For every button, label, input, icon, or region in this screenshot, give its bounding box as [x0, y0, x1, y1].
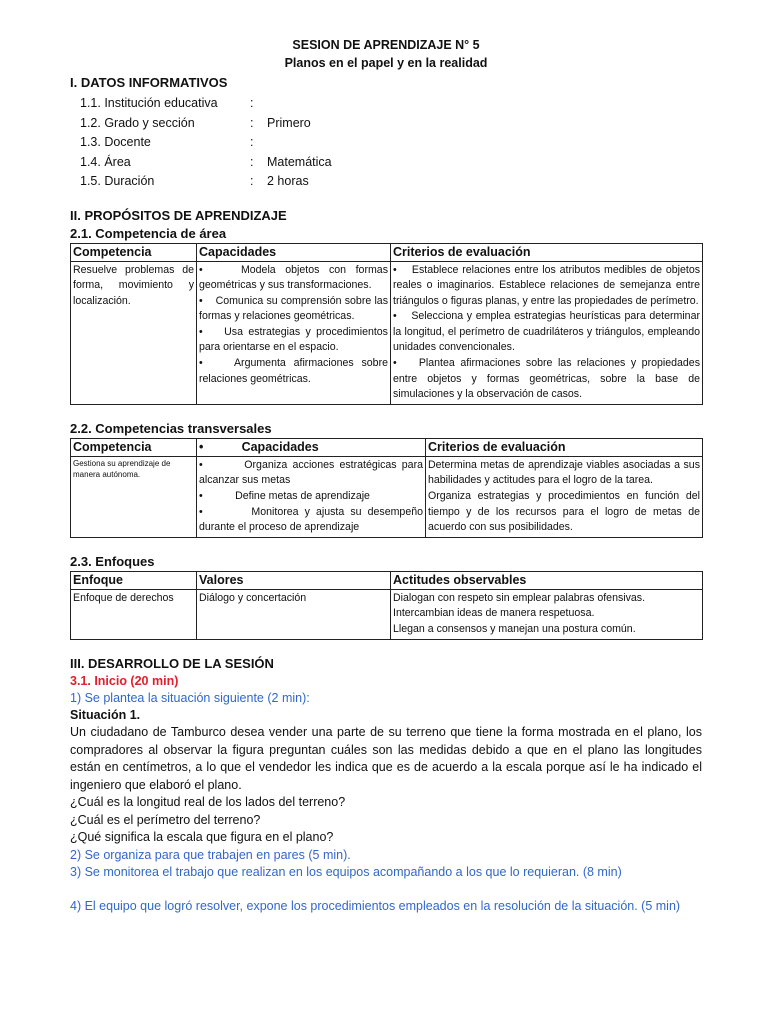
column-header: Competencia [71, 243, 197, 261]
competencia-cell: Resuelve problemas de forma, movimiento y localización. [71, 261, 197, 404]
column-header: Criterios de evaluación [426, 438, 703, 456]
enfoque-cell: Enfoque de derechos [71, 589, 197, 639]
step-2: 2) Se organiza para que trabajen en pares (5 min). [70, 847, 351, 862]
column-header: Capacidades [197, 243, 391, 261]
bullet-item: • Argumenta afirmaciones sobre relaciones geométricas. [199, 357, 388, 385]
datos-label: 1.2. Grado y sección [80, 115, 195, 130]
question-item: ¿Cuál es la longitud real de los lados del terreno? [70, 795, 346, 810]
datos-row [80, 172, 702, 192]
valores-cell: Diálogo y concertación [197, 589, 391, 639]
inicio-heading: 3.1. Inicio (20 min) [70, 673, 179, 688]
table-row [71, 261, 703, 404]
table-row [71, 456, 703, 537]
datos-label: 1.4. Área [80, 154, 131, 169]
criterio-text: Establece relaciones entre los atributos medibles de objetos reales o imaginarios. Establece relaciones de semejanza entre triángulos o figuras planas, y entre las propiedades de perímetro. [393, 263, 701, 307]
enfoques-table [70, 571, 703, 640]
competencias-transversales-table [70, 438, 703, 538]
datos-colon: : [250, 154, 254, 169]
capacidad-text: Argumenta afirmaciones sobre relaciones geométricas. [199, 357, 388, 385]
actitud-item: Dialogan con respeto sin emplear palabras ofensivas. [393, 591, 646, 604]
section-3-heading: III. DESARROLLO DE LA SESIÓN [70, 655, 274, 671]
bullet-item: • Organiza acciones estratégicas para alcanzar sus metas [199, 458, 423, 487]
datos-value: Matemática [267, 154, 332, 169]
capacidad-text: Comunica su comprensión sobre las formas y relaciones geométricas. [199, 294, 388, 323]
actitud-item: Intercambian ideas de manera respetuosa. [393, 607, 595, 620]
question-item: ¿Qué significa la escala que figura en el plano? [70, 830, 334, 845]
bullet-item: • Plantea afirmaciones sobre las relaciones y propiedades entre objetos y formas geométricas, sobre la base de simulaciones y la observación de casos. [393, 357, 700, 401]
section-2-heading: II. PROPÓSITOS DE APRENDIZAJE [70, 207, 287, 223]
bullet-item: • Define metas de aprendizaje [199, 490, 370, 503]
situacion-title: Situación 1. [70, 707, 141, 722]
capacidades-cell [197, 456, 426, 537]
capacidad-text: Organiza acciones estratégicas para alcanzar sus metas [199, 458, 423, 487]
column-header: Criterios de evaluación [391, 243, 703, 261]
datos-colon: : [250, 115, 254, 130]
actitudes-cell [391, 589, 703, 639]
column-header: Enfoque [71, 571, 197, 589]
column-header: Actitudes observables [391, 571, 703, 589]
datos-value: Primero [267, 115, 311, 130]
table-row [71, 589, 703, 639]
situacion-text: Un ciudadano de Tamburco desea vender una parte de su terreno que tiene la forma mostrada en el plano, los compradores al observar la figura preguntan cuáles son las medidas debido a que en el plano las longitudes están en centímetros, a lo que el vendedor les indica que es de acuerdo a la escala porque así le ha indicado el ingeniero que elaboró el plano. [70, 725, 702, 792]
table-header-row [71, 438, 703, 456]
datos-colon: : [250, 174, 254, 188]
session-title: SESION DE APRENDIZAJE N° 5 [292, 38, 480, 52]
capacidad-text: Define metas de aprendizaje [235, 490, 370, 503]
enfoques-heading: 2.3. Enfoques [70, 553, 155, 569]
datos-colon: : [250, 96, 254, 110]
datos-row [80, 153, 702, 173]
column-header: Valores [197, 571, 391, 589]
question-item: ¿Cuál es el perímetro del terreno? [70, 812, 261, 827]
datos-label: 1.3. Docente [80, 135, 151, 149]
competencia-area-table [70, 243, 703, 405]
competencia-area-heading: 2.1. Competencia de área [70, 225, 227, 241]
bullet-item: • Selecciona y emplea estrategias heurísticas para determinar la longitud, el perímetro de cuadriláteros y triángulos, empleando unidades convencionales. [393, 310, 700, 354]
capacidades-cell [197, 261, 391, 404]
competencia-cell: Gestiona su aprendizaje de manera autónoma. [71, 456, 197, 537]
bullet-item: • Modela objetos con formas geométricas y sus transformaciones. [199, 263, 388, 292]
step-3: 3) Se monitorea el trabajo que realizan en los equipos acompañando a los que lo requieran. (8 min) [70, 864, 622, 879]
criterio-text: Plantea afirmaciones sobre las relaciones y propiedades entre objetos y formas geométricas, sobre la base de simulaciones y la observación de casos. [393, 357, 700, 401]
column-header: Competencia [71, 438, 197, 456]
step-4: 4) El equipo que logró resolver, expone los procedimientos empleados en la resolución de la situación. (5 min) [70, 898, 681, 913]
datos-row [80, 94, 702, 114]
bullet-item: • Monitorea y ajusta su desempeño durante el proceso de aprendizaje [199, 505, 423, 534]
datos-row [80, 133, 702, 153]
step-1: 1) Se plantea la situación siguiente (2 min): [70, 690, 310, 705]
bullet-item: • Usa estrategias y procedimientos para orientarse en el espacio. [199, 325, 388, 354]
criterio-item: Determina metas de aprendizaje viables asociadas a sus habilidades y actitudes para el logro de la tarea. [428, 458, 700, 487]
capacidad-text: Usa estrategias y procedimientos para orientarse en el espacio. [199, 325, 388, 354]
datos-label: 1.1. Institución educativa [80, 96, 218, 110]
criterio-item: Organiza estrategias y procedimientos en función del tiempo y de los recursos para el logro de metas de acuerdo con sus posibilidades. [428, 490, 700, 534]
criterio-text: Selecciona y emplea estrategias heurísticas para determinar la longitud, el perímetro de cuadriláteros y triángulos, empleando unidades convencionales. [393, 310, 700, 354]
bullet-item: • Establece relaciones entre los atributos medibles de objetos reales o imaginarios. Establece relaciones de semejanza entre triángulos o figuras planas, y entre las propiedades de perímetro. [393, 263, 701, 307]
datos-informativos [80, 94, 702, 192]
section-1-heading: I. DATOS INFORMATIVOS [70, 75, 228, 90]
table-header-row [71, 571, 703, 589]
column-header: • Capacidades [197, 438, 426, 456]
datos-row [80, 114, 702, 134]
criterios-cell [426, 456, 703, 537]
capacidad-text: Monitorea y ajusta su desempeño durante el proceso de aprendizaje [199, 505, 423, 534]
capacidad-text: Modela objetos con formas geométricas y sus transformaciones. [199, 263, 388, 292]
actitud-item: Llegan a consensos y manejan una postura común. [393, 623, 636, 635]
bullet-item: • Comunica su comprensión sobre las formas y relaciones geométricas. [199, 294, 388, 323]
table-header-row [71, 243, 703, 261]
datos-colon: : [250, 135, 254, 149]
criterios-cell [391, 261, 703, 404]
session-subtitle: Planos en el papel y en la realidad [284, 56, 488, 70]
datos-label: 1.5. Duración [80, 174, 155, 188]
datos-value: 2 horas [267, 174, 309, 188]
column-header-text: Capacidades [241, 439, 319, 454]
competencias-transversales-heading: 2.2. Competencias transversales [70, 420, 272, 436]
